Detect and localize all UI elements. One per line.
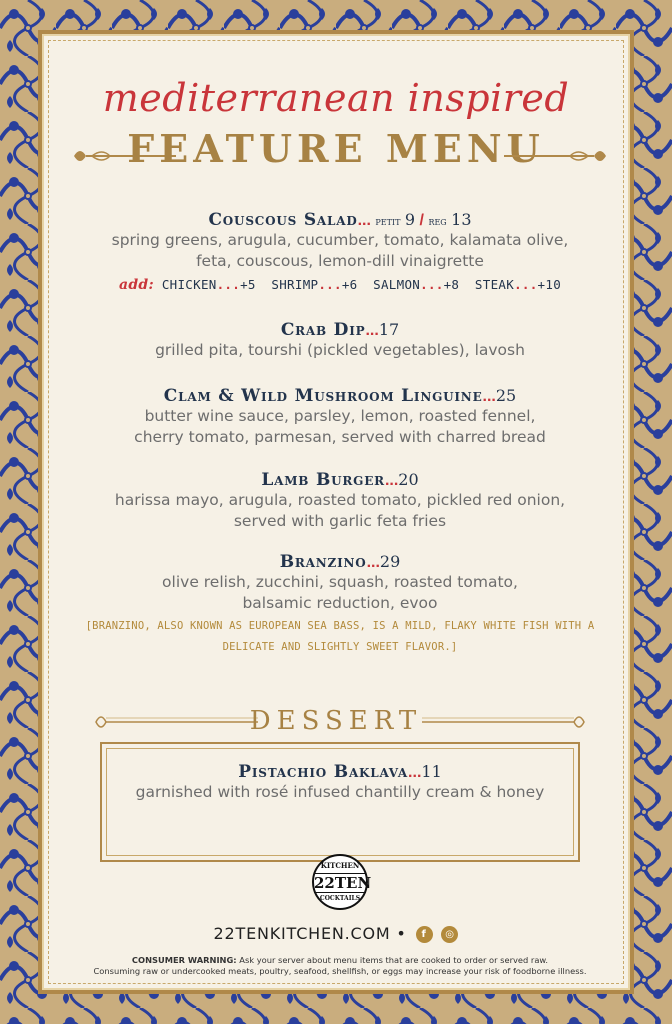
item-dots: ... [357, 212, 371, 229]
item-note-line-2: DELICATE AND SLIGHTLY SWEET FLAVOR.] [222, 641, 458, 653]
item-dots: ... [408, 764, 422, 781]
feature-menu-title: FEATURE MENU [127, 126, 545, 171]
price-separator: / [419, 212, 424, 229]
price-petit-label: petit [375, 215, 401, 228]
item-name: Couscous Salad [208, 210, 358, 230]
menu-item-clam-linguine [82, 386, 598, 448]
price-reg-label: reg [428, 215, 447, 228]
dessert-title: DESSERT [249, 706, 423, 736]
website-row [42, 924, 630, 943]
bullet-separator: • [396, 924, 407, 943]
price-petit: 9 [404, 210, 416, 229]
addon-salmon: SALMON...+8 [373, 277, 460, 292]
item-price: 17 [378, 320, 400, 339]
item-price: 20 [398, 470, 419, 489]
addon-steak: STEAK...+10 [474, 277, 562, 292]
add-label: add: [118, 277, 154, 293]
instagram-icon[interactable]: ◎ [441, 926, 458, 943]
addon-chicken: CHICKEN...+5 [161, 277, 256, 292]
item-description-line-1: grilled pita, tourshi (pickled vegetables), lavosh [155, 341, 525, 359]
item-name: Clam & Wild Mushroom Linguine [163, 386, 483, 406]
menu-item-pistachio-baklava [82, 762, 598, 803]
warning-label: CONSUMER WARNING: [131, 955, 237, 965]
item-name: Branzino [279, 552, 367, 572]
item-description-line-1: harissa mayo, arugula, roasted tomato, pickled red onion, [114, 491, 566, 509]
menu-item-branzino [82, 552, 598, 656]
warning-text-2: Consuming raw or undercooked meats, poultry, seafood, shellfish, or eggs may increase your risk of foodborne illness. [93, 966, 587, 976]
menu-card [38, 30, 634, 994]
item-dots: ... [365, 322, 379, 339]
right-flourish-icon [500, 144, 610, 168]
item-note-line-1: [BRANZINO, ALSO KNOWN AS EUROPEAN SEA BASS, IS A MILD, FLAKY WHITE FISH WITH A [85, 620, 595, 632]
addons-line [82, 277, 598, 293]
dessert-right-flourish-icon [418, 710, 588, 734]
item-description-line-1: butter wine sauce, parsley, lemon, roasted fennel, [144, 407, 536, 425]
header-script-line: mediterranean inspired [102, 76, 570, 120]
item-name: Crab Dip [280, 320, 366, 340]
item-description-line-2: feta, couscous, lemon-dill vinaigrette [196, 252, 484, 270]
logo-mid-text: 22TEN [314, 874, 372, 892]
menu-item-lamb-burger [82, 470, 598, 532]
item-dots: ... [384, 472, 399, 489]
item-dots: ... [366, 554, 380, 571]
item-price: 29 [379, 552, 401, 571]
website-link[interactable]: 22TENKITCHEN.COM [213, 924, 391, 943]
item-description-line-2: balsamic reduction, evoo [242, 594, 438, 612]
logo-bottom-text: COCKTAILS [319, 895, 361, 902]
item-description-line-2: cherry tomato, parmesan, served with charred bread [134, 428, 546, 446]
item-description-line-1: spring greens, arugula, cucumber, tomato, kalamata olive, [111, 231, 569, 249]
logo-top-text: KITCHEN [320, 861, 360, 870]
menu-item-crab-dip [82, 320, 598, 361]
price-reg: 13 [451, 210, 472, 229]
item-description-line-2: served with garlic feta fries [233, 512, 447, 530]
warning-text-1: Ask your server about menu items that are cooked to order or served raw. [239, 955, 549, 965]
item-price: 11 [421, 762, 442, 781]
item-dots: ... [482, 388, 496, 405]
item-name: Pistachio Baklava [238, 762, 409, 782]
item-description-line-1: garnished with rosé infused chantilly cream & honey [135, 783, 545, 801]
addon-shrimp: SHRIMP...+6 [271, 277, 358, 292]
consumer-warning [56, 955, 624, 977]
facebook-icon[interactable]: f [416, 926, 433, 943]
item-name: Lamb Burger [261, 470, 385, 490]
item-description-line-1: olive relish, zucchini, squash, roasted tomato, [162, 573, 518, 591]
item-price: 25 [495, 386, 517, 405]
restaurant-logo [312, 854, 372, 910]
menu-item-couscous-salad [82, 210, 598, 293]
